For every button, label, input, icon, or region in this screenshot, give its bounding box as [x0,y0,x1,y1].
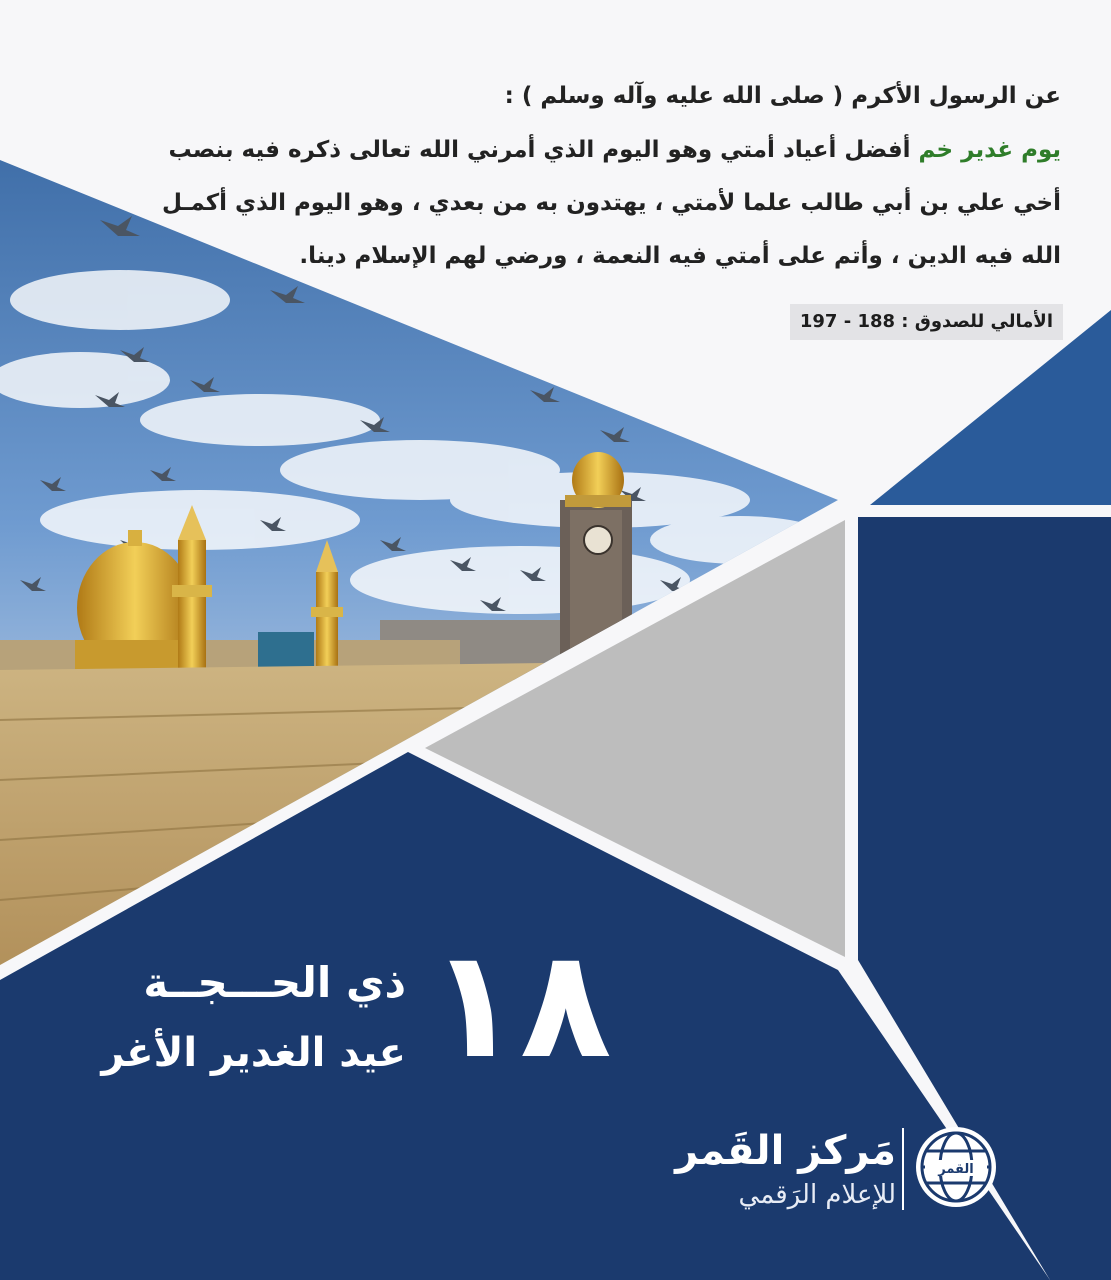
quote-highlight: يوم غدير خم [918,137,1061,163]
quote-line-4: الله فيه الدين ، وأتم على أمتي فيه النعمة ، ورضي لهم الإسلام دينا. [299,243,1061,269]
quote-line-3: أخي علي بن أبي طالب علما لأمتي ، يهتدون به من بعدي ، وهو اليوم الذي أكمـل [161,190,1061,216]
quote-line-2 [61,137,1061,163]
month-name: ذي الحـــجــة [143,958,406,1007]
day-number: ١٨ [428,918,612,1092]
logo-text: القمر [938,1162,974,1177]
occasion-name: عيد الغدير الأغر [101,1030,406,1076]
brand-name: مَركز القَمر [675,1128,896,1174]
quote-line-1: عن الرسول الأكرم ( صلى الله عليه وآله وسلم ) : [504,83,1061,109]
quote-line-2-rest: أفضل أعياد أمتي وهو اليوم الذي أمرني الله تعالى ذكره فيه بنصب [168,137,919,163]
source-citation: الأمالي للصدوق : 188 - 197 [790,304,1063,340]
brand-divider [902,1128,904,1210]
brand-logo-icon [913,1124,999,1210]
brand-subtitle: للإعلام الرَقمي [738,1180,896,1210]
